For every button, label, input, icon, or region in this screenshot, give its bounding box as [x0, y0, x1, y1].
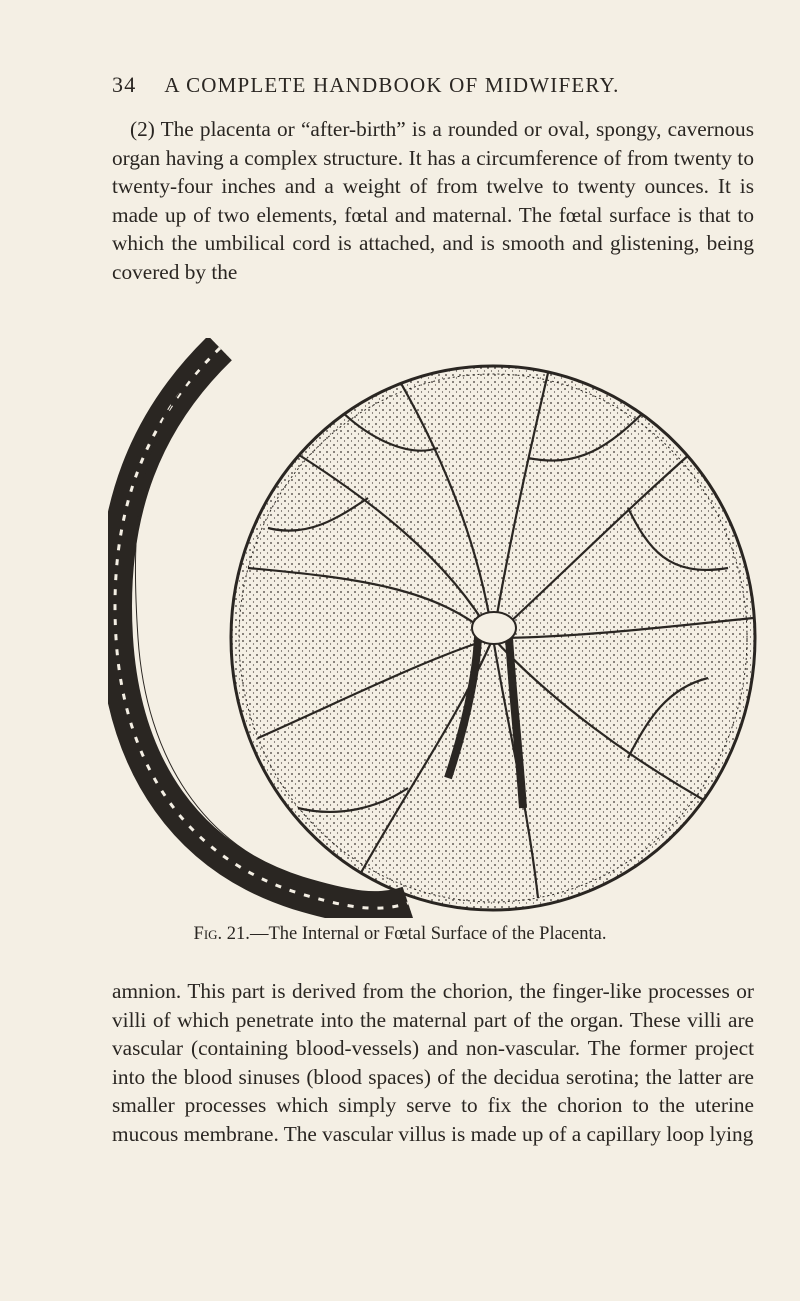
paragraph-amnion-description: amnion. This part is derived from the chorion, the finger-like processes or villi of which penetrate into the maternal part of the organ. These villi are vascular (containing blood-vessels) and non-vascular. The former project into the blood sinuses (blood spaces) of the decidua serotina; the latter are smaller processes which simply serve to fix the chorion to the uterine mucous membrane. The vascular villus is made up of a capillary loop lying — [112, 979, 754, 1146]
page-number: 34 — [112, 72, 137, 97]
placenta-disc — [231, 366, 755, 910]
placenta-illustration — [108, 338, 768, 918]
figure-caption — [0, 924, 800, 945]
paragraph-placenta-description: (2) The placenta or “after-birth” is a rounded or oval, spongy, cavernous organ having a complex structure. It has a circumference of from twenty to twenty-four inches and a weight of from twelve to twenty ounces. It is made up of two elements, fœtal and maternal. The fœtal surface is that to which the umbilical cord is attached, and is smooth and glistening, being covered by the — [112, 117, 754, 284]
running-header — [112, 72, 712, 98]
figure-label: Fig. 21. — [193, 924, 250, 944]
running-title: A COMPLETE HANDBOOK OF MIDWIFERY. — [164, 73, 620, 97]
figure-caption-text: —The Internal or Fœtal Surface of the Placenta. — [249, 924, 607, 944]
